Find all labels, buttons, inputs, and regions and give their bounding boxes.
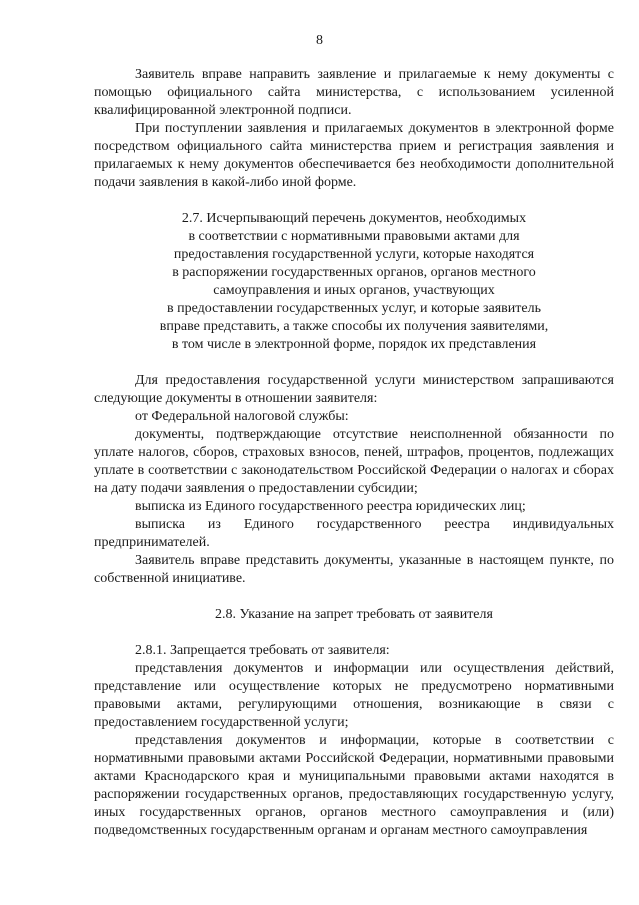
heading-line: самоуправления и иных органов, участвующих [213,283,495,298]
paragraph-own-initiative: Заявитель вправе представить документы, указанные в настоящем пункте, по собственной инициативе. [94,553,614,586]
paragraph-tax-documents: документы, подтверждающие отсутствие неисполненной обязанности по уплате налогов, сборов, страховых взносов, пеней, штрафов, процентов, подлежащих уплате в соответствии с законодательством Российской Федерации о налогах и сборах на дату подачи заявления о предоставлении субсидии; [94,427,614,496]
heading-line: в предоставлении государственных услуг, и которые заявитель [167,301,541,316]
heading-line: в соответствии с нормативными правовыми актами для [188,229,520,244]
paragraph-electronic-receipt: При поступлении заявления и прилагаемых документов в электронной форме посредством официального сайта министерства прием и регистрация заявления и прилагаемых к нему документов обеспечивается без необходимости дополнительной подачи заявления в какой-либо иной форме. [94,121,614,190]
paragraph-prohibition-actions: представления документов и информации или осуществления действий, представление или осуществление которых не предусмотрено нормативными правовыми актами, регулирующими отношения, возникающие в связи с предоставлением государственной услуги; [94,661,614,730]
heading-line: 2.7. Исчерпывающий перечень документов, необходимых [181,211,527,226]
heading-line: предоставления государственной услуги, которые находятся [173,247,535,262]
paragraph-entrepreneurs-extract: выписка из Единого государственного реестра индивидуальных предпринимателей. [94,517,614,550]
document-body [94,66,614,840]
page-number: 8 [316,33,323,48]
paragraph-2-8-1: 2.8.1. Запрещается требовать от заявителя: [135,643,390,658]
paragraph-submission-online: Заявитель вправе направить заявление и прилагаемые к нему документы с помощью официального сайта министерства, с использованием усиленной квалифицированной электронной подписи. [94,67,614,118]
section-2-8-heading: 2.8. Указание на запрет требовать от заявителя [215,607,493,622]
heading-line: в распоряжении государственных органов, органов местного [172,265,536,280]
paragraph-requested-documents: Для предоставления государственной услуги министерством запрашиваются следующие документы в отношении заявителя: [94,373,614,406]
paragraph-tax-service: от Федеральной налоговой службы: [135,409,349,424]
heading-line: вправе представить, а также способы их получения заявителями, [159,319,549,334]
section-2-7-heading [94,210,614,354]
paragraph-prohibition-documents: представления документов и информации, которые в соответствии с нормативными правовыми актами Российской Федерации, нормативными правовыми актами Краснодарского края и муниципальными правовыми актами находятся в распоряжении государственных органов, предоставляющих государственную услугу, иных государственных органов, органов местного самоуправления и (или) подведомственных государственным органам и органам местного самоуправления [94,733,614,838]
paragraph-legal-entities-extract: выписка из Единого государственного реестра юридических лиц; [135,499,526,514]
heading-line: в том числе в электронной форме, порядок их представления [171,337,537,352]
